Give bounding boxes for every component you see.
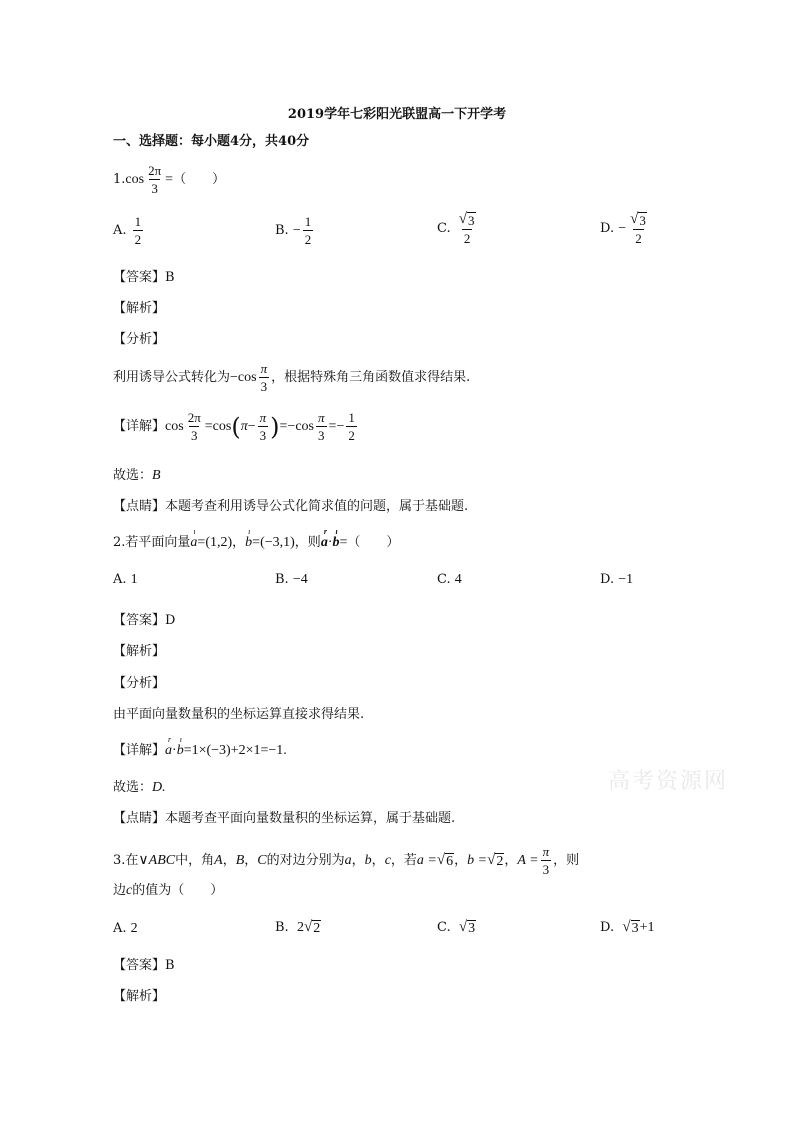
q1-opt-c-label: C. xyxy=(437,220,451,236)
q1-cos: cos xyxy=(125,171,145,187)
q3-answer-value: B xyxy=(165,958,175,973)
q3-opt-d-rad: 3 xyxy=(631,921,639,936)
q3-answer-label: 【答案】 xyxy=(113,958,166,973)
q2-detail-vec-a-letter: a xyxy=(165,743,173,758)
q2-vec-a-letter: a xyxy=(190,535,198,550)
q1-equals: = xyxy=(165,171,174,187)
q2-detail-vec-a: r a xyxy=(165,735,173,758)
q3-stem-mid2: 的对边分别为 xyxy=(266,852,345,868)
q3-option-b xyxy=(275,919,321,936)
page-title: 2019学年七彩阳光联盟高一下开学考 xyxy=(287,107,507,122)
q2-vec-a2: r a xyxy=(320,527,328,550)
q1-analysis-post: ，根据特殊角三角函数值求得结果. xyxy=(271,369,471,385)
q2-b-value: =(−3,1) xyxy=(252,535,295,550)
q1-note-text: 本题考查利用诱导公式化简求值的问题，属于基础题. xyxy=(165,499,469,514)
q2-detail-dot: · xyxy=(172,743,177,758)
q1-analysis xyxy=(113,361,470,394)
q1-opt-b-frac xyxy=(303,214,314,247)
q2-detail-vec-b: ı b xyxy=(176,735,184,758)
q2-opt-d-value: −1 xyxy=(618,572,634,587)
q3-stem xyxy=(113,844,579,877)
q1-opt-d-frac xyxy=(628,211,649,246)
q2-option-c xyxy=(437,572,462,588)
q1-opt-a-num: 1 xyxy=(134,214,142,229)
q1-detail-frac2-num: π xyxy=(259,410,267,425)
q1-detail-label: 【详解】 xyxy=(113,418,166,434)
q2-opt-b-label: B. xyxy=(275,572,289,587)
q2-opt-d-label: D. xyxy=(600,572,615,587)
q1-option-a xyxy=(113,214,145,247)
q1-note-label: 【点睛】 xyxy=(113,499,166,514)
q1-number: 1. xyxy=(113,171,126,187)
q1-detail-frac2 xyxy=(258,410,269,443)
q2-opt-b-value: −4 xyxy=(292,572,308,587)
q3-angle-b: B xyxy=(235,852,245,868)
q3-ze: ，则 xyxy=(553,852,580,868)
q1-detail-frac1-den: 3 xyxy=(190,428,198,443)
q3-side-a: a xyxy=(344,852,352,868)
q1-opt-b-sign: − xyxy=(292,222,301,238)
q2-dot: · xyxy=(327,535,333,550)
q1-analysis-frac-num: π xyxy=(260,361,268,376)
q1-analysis-minus: − xyxy=(230,369,238,385)
q1-jiexi: 【解析】 xyxy=(113,301,166,316)
q1-opt-d-sqrt: √ 3 xyxy=(630,211,646,228)
q1-detail-frac4-den: 2 xyxy=(348,428,355,443)
q3-stem-line2 xyxy=(113,883,223,899)
q1-option-b xyxy=(275,214,315,247)
q2-answer-value: D xyxy=(165,613,176,628)
q1-detail-cos1: cos xyxy=(165,418,184,434)
q1-opt-a-label: A. xyxy=(113,222,127,238)
q2-a-value: =(1,2) xyxy=(197,535,233,550)
q2-stem xyxy=(113,527,400,551)
q2-detail-vec-b-letter: b xyxy=(176,743,184,758)
q3-opt-c-rad: 3 xyxy=(468,921,476,936)
q1-detail-cos2: cos xyxy=(212,418,232,434)
watermark: 高考资源网 xyxy=(608,769,729,794)
q1-opt-d-sign: − xyxy=(618,220,627,236)
q1-detail-rparen: ) xyxy=(270,412,280,441)
q1-detail-frac3-num: π xyxy=(318,410,325,425)
q3-opt-b-coef: 2 xyxy=(296,919,304,935)
q2-answer-label: 【答案】 xyxy=(113,613,166,628)
q1-frac-den: 3 xyxy=(151,181,158,196)
q3-sqrt6: √ 6 xyxy=(436,852,454,869)
q1-detail-frac2-den: 3 xyxy=(259,428,267,443)
q2-vec-b: ı b xyxy=(245,527,253,550)
q1-opt-b-label: B. xyxy=(275,222,289,238)
q3-sqrt2: √ 2 xyxy=(487,852,504,869)
q1-opt-a-den: 2 xyxy=(134,232,142,247)
q2-equals: = xyxy=(339,535,348,550)
q2-choice-label: 故选： xyxy=(113,780,153,795)
q1-detail-minus1: − xyxy=(247,418,256,434)
q3-answer xyxy=(113,958,175,974)
q2-note-text: 本题考查平面向量数量积的坐标运算，属于基础题. xyxy=(165,811,456,826)
q3-option-a xyxy=(113,921,138,937)
q3-angle-c: C xyxy=(257,852,267,868)
q1-opt-d-den: 2 xyxy=(635,231,642,246)
q1-opt-c-den: 2 xyxy=(463,231,471,246)
q1-detail-eq3: = xyxy=(328,418,337,434)
q1-choice-value: B xyxy=(152,468,161,483)
q3-frac-num: π xyxy=(542,844,550,859)
q1-option-d xyxy=(600,211,651,246)
q2-number: 2. xyxy=(113,535,126,550)
q3-line2-post: 的值为（ ） xyxy=(132,883,224,898)
q2-option-b xyxy=(275,572,308,588)
q3-b-eq: b = xyxy=(467,852,488,868)
q3-opt-d-tail: +1 xyxy=(639,919,655,935)
q3-option-d xyxy=(600,919,655,936)
q1-detail-frac3-den: 3 xyxy=(318,428,325,443)
q2-fenxi: 【分析】 xyxy=(113,676,166,691)
section-heading: 一、选择题：每小题4分，共40分 xyxy=(113,134,310,149)
q2-answer xyxy=(113,613,175,629)
q2-note-label: 【点睛】 xyxy=(113,811,166,826)
q1-stem xyxy=(113,163,225,196)
q1-answer xyxy=(113,270,175,286)
q1-detail-cos3: cos xyxy=(295,418,315,434)
q1-detail-frac4-num: 1 xyxy=(348,410,355,425)
q3-opt-a-value: 2 xyxy=(130,921,138,936)
q2-choice-value: D. xyxy=(152,780,166,795)
q1-detail-lparen: ( xyxy=(231,412,241,441)
q3-angle-a: A xyxy=(214,852,223,868)
q1-detail-frac3 xyxy=(316,410,327,443)
q1-opt-a-frac xyxy=(133,214,144,247)
q2-ze: ，则 xyxy=(294,535,321,550)
q1-frac-num: 2π xyxy=(148,163,162,178)
q1-detail-eq2: = xyxy=(279,418,288,434)
q3-comma1: ， xyxy=(222,852,236,868)
q2-detail xyxy=(113,735,287,759)
q3-opt-a-label: A. xyxy=(113,921,127,936)
q3-opt-d-label: D. xyxy=(600,919,615,935)
q2-choice xyxy=(113,780,166,796)
q3-line2-pre: 边 xyxy=(113,883,127,898)
q1-opt-b-num: 1 xyxy=(304,214,312,229)
q1-blank: （ ） xyxy=(173,171,226,187)
q1-analysis-cos: cos xyxy=(237,369,257,385)
q1-fenxi: 【分析】 xyxy=(113,332,166,347)
q2-opt-a-label: A. xyxy=(113,572,127,587)
q2-analysis: 由平面向量数量积的坐标运算直接求得结果. xyxy=(113,707,365,722)
q1-opt-d-rad: 3 xyxy=(639,213,646,228)
q2-vec-a2-letter: a xyxy=(320,535,328,550)
q3-rad6: 6 xyxy=(446,854,454,869)
q1-detail-frac1-num: 2π xyxy=(187,410,201,425)
q2-option-a xyxy=(113,572,138,588)
q3-triangle: ∨ABC xyxy=(138,852,176,868)
q3-number: 3. xyxy=(113,852,126,868)
q2-jiexi: 【解析】 xyxy=(113,644,166,659)
q1-analysis-frac xyxy=(259,361,270,394)
q2-stem-pre: 若平面向量 xyxy=(125,535,191,550)
q1-analysis-pre: 利用诱导公式转化为 xyxy=(113,369,231,385)
q2-opt-c-value: 4 xyxy=(454,572,462,587)
q3-comma6: ， xyxy=(504,852,518,868)
q1-analysis-frac-den: 3 xyxy=(260,379,268,394)
q2-note xyxy=(113,811,455,827)
q1-opt-c-sqrt: √ 3 xyxy=(458,211,475,228)
q2-vec-b-letter: b xyxy=(245,535,253,550)
q3-comma4: ， xyxy=(371,852,385,868)
q3-opt-c-label: C. xyxy=(437,919,451,935)
q1-detail-pi: π xyxy=(240,418,248,434)
q2-vec-a: ı a xyxy=(190,527,198,550)
q1-answer-value: B xyxy=(165,270,175,285)
q2-blank: （ ） xyxy=(347,535,400,550)
q1-choice-label: 故选： xyxy=(113,468,153,483)
q3-frac xyxy=(541,844,552,877)
q3-comma3: ， xyxy=(351,852,365,868)
q1-opt-b-den: 2 xyxy=(304,232,312,247)
q3-opt-d-sqrt: √ 3 xyxy=(622,919,639,936)
q1-detail-frac4 xyxy=(346,410,357,443)
q3-angle-eq: A = xyxy=(517,852,539,868)
q1-detail-minus3: − xyxy=(336,418,345,434)
q1-detail-minus2: − xyxy=(287,418,296,434)
q1-detail-frac1 xyxy=(186,410,203,443)
q3-jiexi: 【解析】 xyxy=(113,989,166,1004)
q3-option-c xyxy=(437,919,476,936)
q3-opt-b-sqrt: √ 2 xyxy=(303,919,321,936)
q2-vec-b2-letter: b xyxy=(332,535,340,550)
q1-note xyxy=(113,499,468,515)
q1-opt-d-label: D. xyxy=(600,220,615,236)
q1-answer-label: 【答案】 xyxy=(113,270,166,285)
q1-detail xyxy=(113,410,359,443)
q3-comma5: ， xyxy=(454,852,468,868)
q2-opt-a-value: 1 xyxy=(130,572,138,587)
q2-option-d xyxy=(600,572,633,588)
q1-option-c xyxy=(437,211,480,246)
q3-a-eq: a = xyxy=(416,852,437,868)
q2-opt-c-label: C. xyxy=(437,572,451,587)
q3-stem-mid: 中，角 xyxy=(175,852,215,868)
q3-opt-b-rad: 2 xyxy=(313,921,321,936)
q3-frac-den: 3 xyxy=(542,862,550,877)
q1-opt-c-frac xyxy=(457,211,478,246)
q1-choice xyxy=(113,468,161,484)
q3-opt-b-label: B. xyxy=(275,919,289,935)
q3-line2-c: c xyxy=(126,883,133,898)
q1-opt-c-rad: 3 xyxy=(468,213,475,228)
q3-rad2: 2 xyxy=(496,854,504,869)
q3-side-c: c xyxy=(384,852,391,868)
q3-stem-pre: 在 xyxy=(125,852,139,868)
q2-comma: ， xyxy=(232,535,246,550)
q3-comma2: ， xyxy=(244,852,258,868)
q2-detail-label: 【详解】 xyxy=(113,743,166,758)
q3-opt-c-sqrt: √ 3 xyxy=(458,919,476,936)
q3-ruo: ，若 xyxy=(390,852,417,868)
q2-vec-b2: ı b xyxy=(332,527,340,550)
q1-fraction xyxy=(146,163,163,196)
q2-detail-expr: =1×(−3)+2×1=−1. xyxy=(183,743,287,758)
q1-detail-eq1: = xyxy=(204,418,213,434)
q3-side-b: b xyxy=(364,852,372,868)
